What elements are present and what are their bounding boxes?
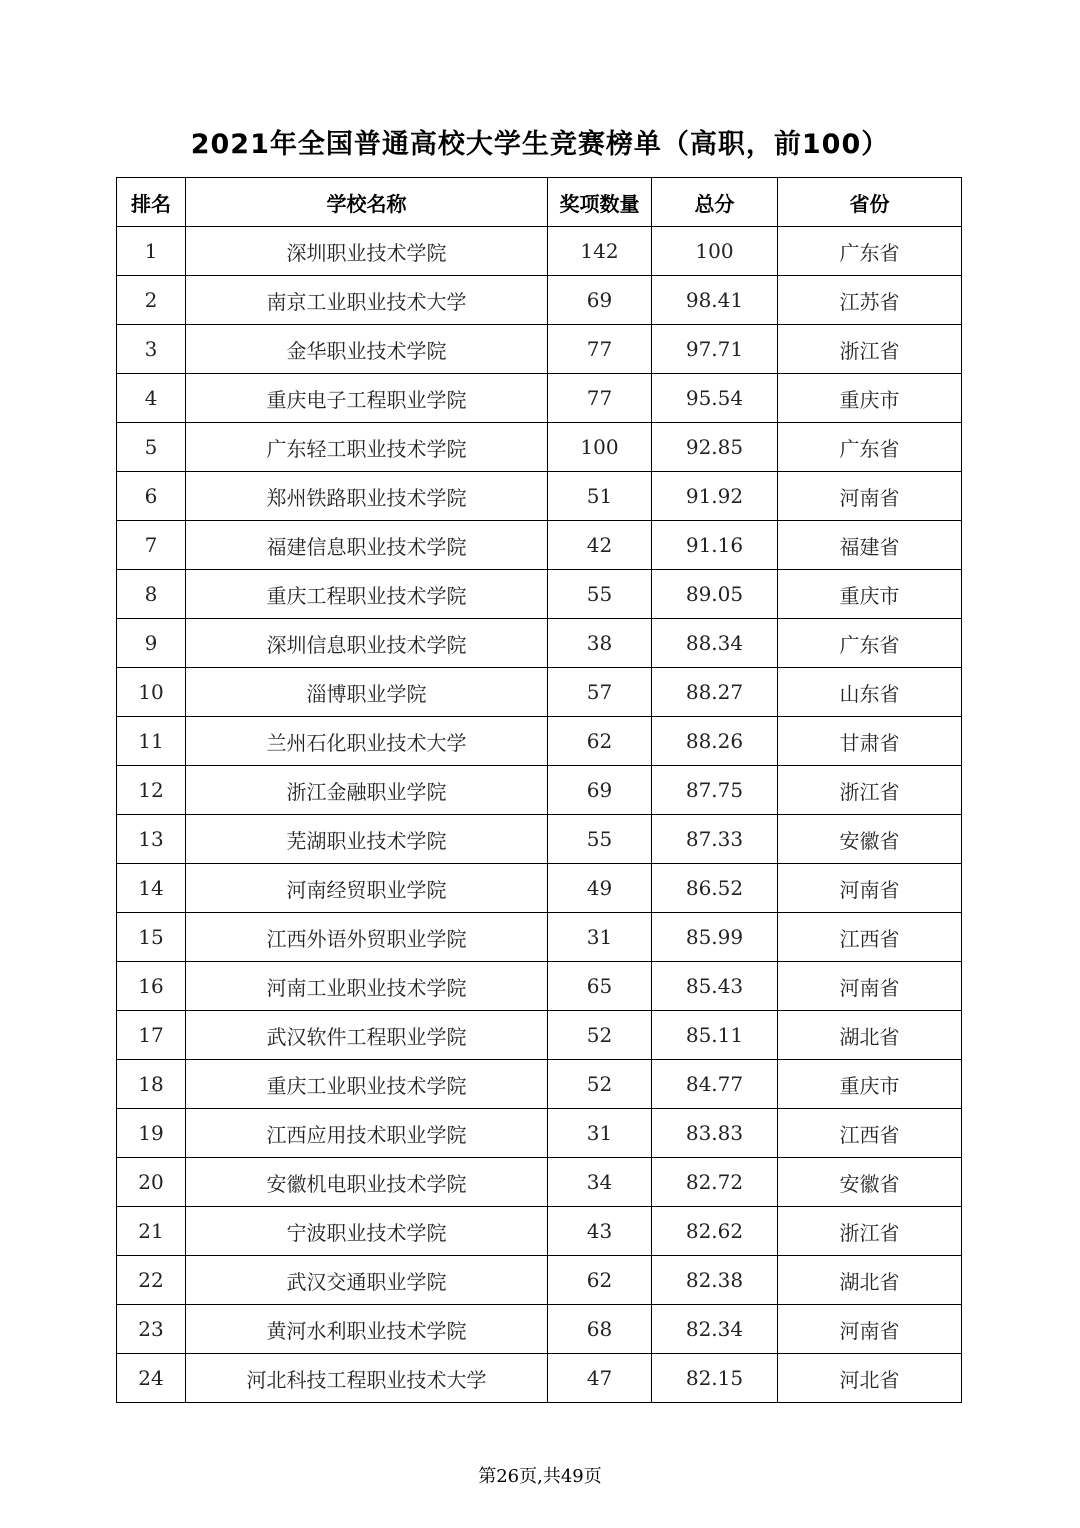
province-cell: 河南省 bbox=[778, 472, 962, 521]
header-total-score: 总分 bbox=[652, 178, 778, 227]
province-cell: 浙江省 bbox=[778, 1207, 962, 1256]
table-row bbox=[117, 1354, 962, 1403]
table-row bbox=[117, 815, 962, 864]
rank-cell: 8 bbox=[117, 570, 186, 619]
award-count-cell: 38 bbox=[548, 619, 652, 668]
table-header-row bbox=[117, 178, 962, 227]
table-row bbox=[117, 913, 962, 962]
total-score-cell: 97.71 bbox=[652, 325, 778, 374]
award-count-cell: 49 bbox=[548, 864, 652, 913]
table-row bbox=[117, 717, 962, 766]
province-cell: 广东省 bbox=[778, 619, 962, 668]
total-score-cell: 82.15 bbox=[652, 1354, 778, 1403]
province-cell: 广东省 bbox=[778, 423, 962, 472]
page-title: 2021年全国普通高校大学生竞赛榜单（高职，前100） bbox=[190, 129, 890, 160]
rank-cell: 3 bbox=[117, 325, 186, 374]
rank-cell: 24 bbox=[117, 1354, 186, 1403]
school-name-cell: 芜湖职业技术学院 bbox=[186, 815, 548, 864]
province-cell: 广东省 bbox=[778, 227, 962, 276]
school-name-cell: 淄博职业学院 bbox=[186, 668, 548, 717]
school-name-cell: 金华职业技术学院 bbox=[186, 325, 548, 374]
table-row bbox=[117, 570, 962, 619]
award-count-cell: 42 bbox=[548, 521, 652, 570]
total-score-cell: 82.34 bbox=[652, 1305, 778, 1354]
school-name-cell: 南京工业职业技术大学 bbox=[186, 276, 548, 325]
award-count-cell: 77 bbox=[548, 325, 652, 374]
school-name-cell: 深圳职业技术学院 bbox=[186, 227, 548, 276]
rank-cell: 12 bbox=[117, 766, 186, 815]
total-score-cell: 84.77 bbox=[652, 1060, 778, 1109]
table-row bbox=[117, 1109, 962, 1158]
total-score-cell: 82.72 bbox=[652, 1158, 778, 1207]
school-name-cell: 重庆工业职业技术学院 bbox=[186, 1060, 548, 1109]
award-count-cell: 34 bbox=[548, 1158, 652, 1207]
table-row bbox=[117, 1207, 962, 1256]
rank-cell: 16 bbox=[117, 962, 186, 1011]
table-row bbox=[117, 1060, 962, 1109]
award-count-cell: 55 bbox=[548, 815, 652, 864]
total-score-cell: 100 bbox=[652, 227, 778, 276]
award-count-cell: 52 bbox=[548, 1011, 652, 1060]
rank-cell: 18 bbox=[117, 1060, 186, 1109]
rank-cell: 21 bbox=[117, 1207, 186, 1256]
total-score-cell: 98.41 bbox=[652, 276, 778, 325]
province-cell: 江西省 bbox=[778, 913, 962, 962]
ranking-table bbox=[116, 177, 962, 1403]
total-score-cell: 88.27 bbox=[652, 668, 778, 717]
award-count-cell: 31 bbox=[548, 913, 652, 962]
total-score-cell: 87.75 bbox=[652, 766, 778, 815]
table-row bbox=[117, 1305, 962, 1354]
province-cell: 安徽省 bbox=[778, 1158, 962, 1207]
province-cell: 甘肃省 bbox=[778, 717, 962, 766]
total-score-cell: 82.62 bbox=[652, 1207, 778, 1256]
province-cell: 山东省 bbox=[778, 668, 962, 717]
rank-cell: 15 bbox=[117, 913, 186, 962]
award-count-cell: 62 bbox=[548, 717, 652, 766]
table-row bbox=[117, 521, 962, 570]
total-score-cell: 89.05 bbox=[652, 570, 778, 619]
header-school-name: 学校名称 bbox=[186, 178, 548, 227]
table-row bbox=[117, 325, 962, 374]
award-count-cell: 31 bbox=[548, 1109, 652, 1158]
school-name-cell: 重庆电子工程职业学院 bbox=[186, 374, 548, 423]
award-count-cell: 52 bbox=[548, 1060, 652, 1109]
total-score-cell: 92.85 bbox=[652, 423, 778, 472]
rank-cell: 13 bbox=[117, 815, 186, 864]
province-cell: 河北省 bbox=[778, 1354, 962, 1403]
school-name-cell: 兰州石化职业技术大学 bbox=[186, 717, 548, 766]
school-name-cell: 广东轻工职业技术学院 bbox=[186, 423, 548, 472]
school-name-cell: 福建信息职业技术学院 bbox=[186, 521, 548, 570]
table-row bbox=[117, 864, 962, 913]
school-name-cell: 河北科技工程职业技术大学 bbox=[186, 1354, 548, 1403]
total-score-cell: 88.26 bbox=[652, 717, 778, 766]
school-name-cell: 武汉交通职业学院 bbox=[186, 1256, 548, 1305]
province-cell: 浙江省 bbox=[778, 325, 962, 374]
province-cell: 福建省 bbox=[778, 521, 962, 570]
table-row bbox=[117, 619, 962, 668]
school-name-cell: 江西应用技术职业学院 bbox=[186, 1109, 548, 1158]
school-name-cell: 重庆工程职业技术学院 bbox=[186, 570, 548, 619]
header-rank: 排名 bbox=[117, 178, 186, 227]
table-row bbox=[117, 1256, 962, 1305]
province-cell: 湖北省 bbox=[778, 1011, 962, 1060]
total-score-cell: 87.33 bbox=[652, 815, 778, 864]
province-cell: 浙江省 bbox=[778, 766, 962, 815]
rank-cell: 10 bbox=[117, 668, 186, 717]
province-cell: 河南省 bbox=[778, 864, 962, 913]
school-name-cell: 郑州铁路职业技术学院 bbox=[186, 472, 548, 521]
total-score-cell: 85.99 bbox=[652, 913, 778, 962]
total-score-cell: 91.92 bbox=[652, 472, 778, 521]
rank-cell: 4 bbox=[117, 374, 186, 423]
table-row bbox=[117, 472, 962, 521]
total-score-cell: 95.54 bbox=[652, 374, 778, 423]
school-name-cell: 江西外语外贸职业学院 bbox=[186, 913, 548, 962]
rank-cell: 2 bbox=[117, 276, 186, 325]
table-row bbox=[117, 374, 962, 423]
province-cell: 河南省 bbox=[778, 1305, 962, 1354]
table-row bbox=[117, 766, 962, 815]
table-row bbox=[117, 668, 962, 717]
award-count-cell: 51 bbox=[548, 472, 652, 521]
rank-cell: 6 bbox=[117, 472, 186, 521]
province-cell: 湖北省 bbox=[778, 1256, 962, 1305]
school-name-cell: 河南经贸职业学院 bbox=[186, 864, 548, 913]
header-award-count: 奖项数量 bbox=[548, 178, 652, 227]
table-row bbox=[117, 1158, 962, 1207]
table-body bbox=[117, 227, 962, 1403]
province-cell: 重庆市 bbox=[778, 1060, 962, 1109]
award-count-cell: 55 bbox=[548, 570, 652, 619]
school-name-cell: 河南工业职业技术学院 bbox=[186, 962, 548, 1011]
school-name-cell: 安徽机电职业技术学院 bbox=[186, 1158, 548, 1207]
table-row bbox=[117, 227, 962, 276]
school-name-cell: 武汉软件工程职业学院 bbox=[186, 1011, 548, 1060]
total-score-cell: 85.43 bbox=[652, 962, 778, 1011]
award-count-cell: 77 bbox=[548, 374, 652, 423]
table-row bbox=[117, 423, 962, 472]
table-row bbox=[117, 276, 962, 325]
award-count-cell: 65 bbox=[548, 962, 652, 1011]
award-count-cell: 69 bbox=[548, 766, 652, 815]
total-score-cell: 86.52 bbox=[652, 864, 778, 913]
header-province: 省份 bbox=[778, 178, 962, 227]
rank-cell: 14 bbox=[117, 864, 186, 913]
province-cell: 安徽省 bbox=[778, 815, 962, 864]
table-row bbox=[117, 962, 962, 1011]
school-name-cell: 深圳信息职业技术学院 bbox=[186, 619, 548, 668]
school-name-cell: 浙江金融职业学院 bbox=[186, 766, 548, 815]
rank-cell: 1 bbox=[117, 227, 186, 276]
award-count-cell: 47 bbox=[548, 1354, 652, 1403]
total-score-cell: 91.16 bbox=[652, 521, 778, 570]
award-count-cell: 68 bbox=[548, 1305, 652, 1354]
rank-cell: 19 bbox=[117, 1109, 186, 1158]
award-count-cell: 43 bbox=[548, 1207, 652, 1256]
rank-cell: 20 bbox=[117, 1158, 186, 1207]
total-score-cell: 83.83 bbox=[652, 1109, 778, 1158]
province-cell: 重庆市 bbox=[778, 374, 962, 423]
award-count-cell: 100 bbox=[548, 423, 652, 472]
rank-cell: 9 bbox=[117, 619, 186, 668]
award-count-cell: 69 bbox=[548, 276, 652, 325]
school-name-cell: 宁波职业技术学院 bbox=[186, 1207, 548, 1256]
rank-cell: 7 bbox=[117, 521, 186, 570]
rank-cell: 22 bbox=[117, 1256, 186, 1305]
province-cell: 河南省 bbox=[778, 962, 962, 1011]
table-row bbox=[117, 1011, 962, 1060]
total-score-cell: 88.34 bbox=[652, 619, 778, 668]
award-count-cell: 142 bbox=[548, 227, 652, 276]
province-cell: 江苏省 bbox=[778, 276, 962, 325]
total-score-cell: 85.11 bbox=[652, 1011, 778, 1060]
total-score-cell: 82.38 bbox=[652, 1256, 778, 1305]
school-name-cell: 黄河水利职业技术学院 bbox=[186, 1305, 548, 1354]
rank-cell: 17 bbox=[117, 1011, 186, 1060]
page-number: 第26页,共49页 bbox=[478, 1466, 602, 1487]
award-count-cell: 62 bbox=[548, 1256, 652, 1305]
award-count-cell: 57 bbox=[548, 668, 652, 717]
province-cell: 江西省 bbox=[778, 1109, 962, 1158]
province-cell: 重庆市 bbox=[778, 570, 962, 619]
rank-cell: 23 bbox=[117, 1305, 186, 1354]
rank-cell: 5 bbox=[117, 423, 186, 472]
rank-cell: 11 bbox=[117, 717, 186, 766]
